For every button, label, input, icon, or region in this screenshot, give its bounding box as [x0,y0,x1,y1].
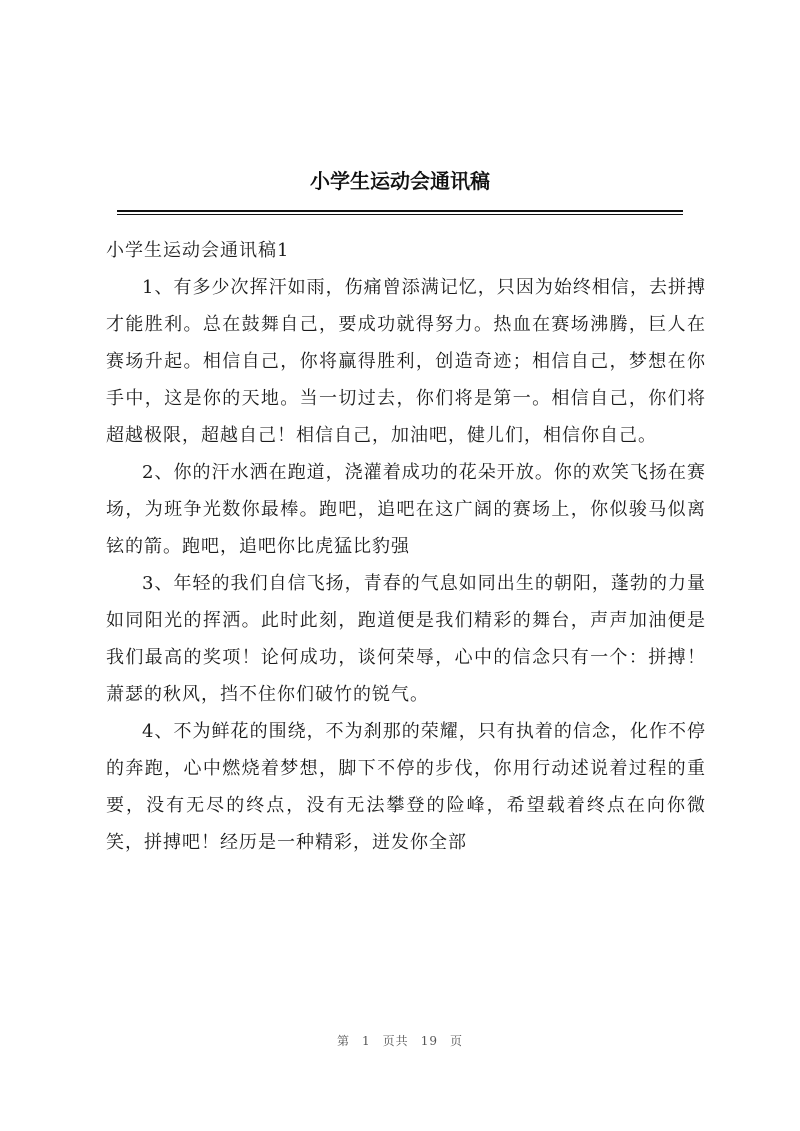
paragraph-3: 3、年轻的我们自信飞扬，青春的气息如同出生的朝阳，蓬勃的力量如同阳光的挥洒。此时此刻，跑道便是我们精彩的舞台，声声加油便是我们最高的奖项！论何成功，谈何荣辱，心中的信念只有一个：拼搏！萧瑟的秋风，挡不住你们破竹的锐气。 [106,573,706,705]
title-underline-thin [117,214,683,215]
document-body [106,232,706,861]
paragraph-4: 4、不为鲜花的围绕，不为刹那的荣耀，只有执着的信念，化作不停的奔跑，心中燃烧着梦想，脚下不停的步伐，你用行动述说着过程的重要，没有无尽的终点，没有无法攀登的险峰，希望载着终点在向你微笑，拼搏吧！经历是一种精彩，迸发你全部 [106,721,706,853]
footer-prefix: 第 [337,1034,351,1048]
footer-total-pages: 19 [420,1034,438,1048]
paragraph-2: 2、你的汗水洒在跑道，浇灌着成功的花朵开放。你的欢笑飞扬在赛场，为班争光数你最棒。跑吧，追吧在这广阔的赛场上，你似骏马似离铉的箭。跑吧，追吧你比虎猛比豹强 [106,462,706,557]
page-footer [0,1032,800,1049]
footer-suffix: 页 [449,1034,463,1048]
footer-current-page: 1 [362,1034,371,1048]
footer-mid: 页共 [382,1034,409,1048]
document-title: 小学生运动会通讯稿 [310,169,490,193]
paragraph-1: 1、有多少次挥汗如雨，伤痛曾添满记忆，只因为始终相信，去拼搏才能胜利。总在鼓舞自己，要成功就得努力。热血在赛场沸腾，巨人在赛场升起。相信自己，你将赢得胜利，创造奇迹；相信自己，梦想在你手中，这是你的天地。当一切过去，你们将是第一。相信自己，你们将超越极限，超越自己！相信自己，加油吧，健儿们，相信你自己。 [106,277,706,446]
section-subtitle: 小学生运动会通讯稿1 [106,240,290,261]
title-underline-thick [117,210,683,212]
